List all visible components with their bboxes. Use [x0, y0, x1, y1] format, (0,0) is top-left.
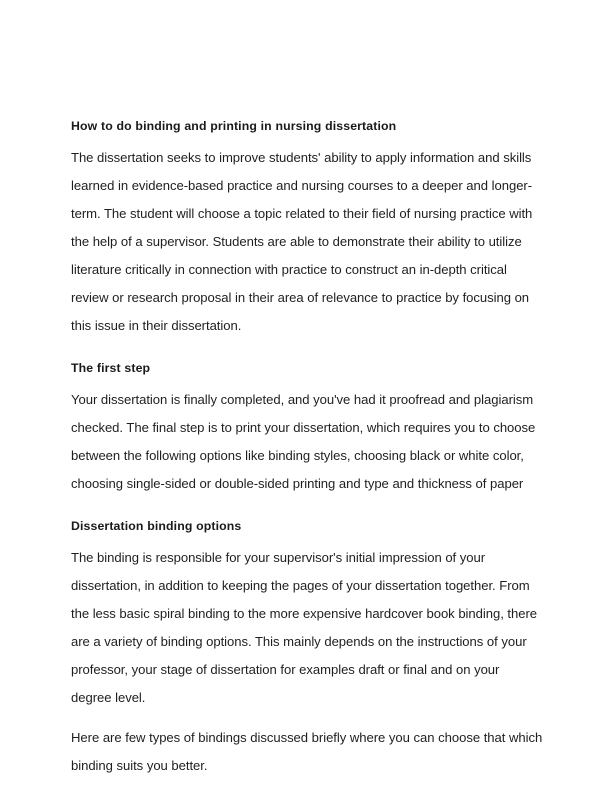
first-step-paragraph: Your dissertation is finally completed, and you've had it proofread and plagiarism checked. The final step is to print your dissertation, which requires you to choose between the following options like binding styles, choosing black or white color, choosing single-sided or double-sided printing and type and thickness of paper	[71, 392, 536, 491]
document-body	[71, 112, 543, 780]
heading-dissertation-binding-options: Dissertation binding options	[71, 519, 242, 533]
intro-paragraph: The dissertation seeks to improve students' ability to apply information and skills learned in evidence-based practice and nursing courses to a deeper and longer-term. The student will choose a topic related to their field of nursing practice with the help of a supervisor. Students are able to demonstrate their ability to utilize literature critically in connection with practice to construct an in-depth critical review or research proposal in their area of relevance to practice by focusing on this issue in their dissertation.	[71, 150, 533, 333]
closing-paragraph: Here are few types of bindings discussed briefly where you can choose that which binding suits you better.	[71, 730, 543, 773]
document-title: How to do binding and printing in nursing dissertation	[71, 119, 397, 133]
binding-options-paragraph: The binding is responsible for your supervisor's initial impression of your dissertation, in addition to keeping the pages of your dissertation together. From the less basic spiral binding to the more expensive hardcover book binding, there are a variety of binding options. This mainly depends on the instructions of your professor, your stage of dissertation for examples draft or final and on your degree level.	[71, 550, 538, 705]
heading-first-step: The first step	[71, 361, 151, 375]
